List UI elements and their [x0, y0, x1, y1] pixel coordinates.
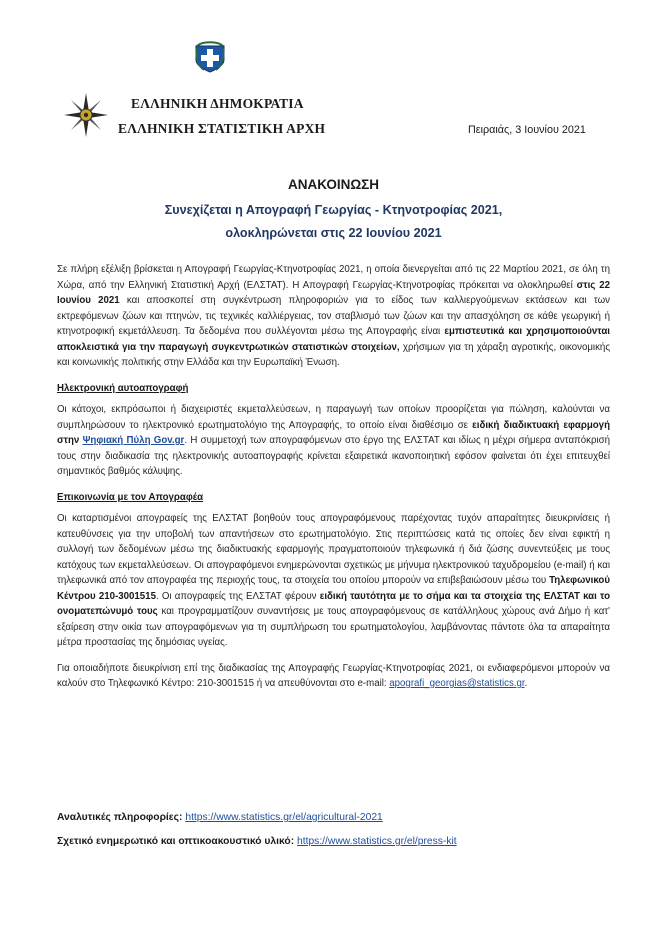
more-info-line	[57, 812, 617, 823]
enumerator-contact-paragraph: Οι καταρτισμένοι απογραφείς της ΕΛΣΤΑΤ βοηθούν τους απογραφόμενους παρέχοντας τυχόν απαραίτητες διευκρινίσεις ή κατευθύνσεις για την υποβολή των απαντήσεων στο ερωτηματολόγιο. Στις περιπτώσεις κατά τις οποίες δεν είναι εφικτή η συλλογή των δεδομένων μέσω της διαδικτυακής εφαρμογής πραγματοποιούν τηλεφωνικά ή διά ζώσης συνεντεύξεις με τους κατόχους των εκμεταλλεύσεων. Οι απογραφόμενοι ενημερώνονται σχετικώς με μήνυμα ηλεκτρονικού ταχυδρομείου (e-mail) ή και τηλεφωνικά από τον απογραφέα της περιοχής τους, τα στοιχεία του οποίου μπορούν να επιβεβαιώσουν μέσω του Τηλεφωνικού Κέντρου 210-3001515. Οι απογραφείς της ΕΛΣΤΑΤ φέρουν ειδική ταυτότητα με το σήμα και τα στοιχεία της ΕΛΣΤΑΤ και το ονοματεπώνυμό τους και προγραμματίζουν συναντήσεις με τους απογραφόμενους σε κατάλληλους χώρους ανά Δήμο ή κατ' εξαίρεση στην οικία των απογραφόμενων για τη συμπλήρωση του ερωτηματολογίου, λαμβάνοντας πάντοτε όλα τα απαραίτητα μέτρα προστασίας της δημόσιας υγείας.	[57, 513, 610, 648]
agricultural-2021-link[interactable]: https://www.statistics.gr/el/agricultural-2021	[185, 812, 383, 823]
elstat-logo-icon	[62, 91, 110, 139]
press-kit-line	[57, 836, 617, 847]
announcement-heading: ΑΝΑΚΟΙΝΩΣΗ	[287, 177, 380, 192]
self-enumeration-paragraph: Οι κάτοχοι, εκπρόσωποι ή διαχειριστές εκμεταλλεύσεων, η παραγωγή των οποίων προορίζεται για πώληση, καλούνται να συμπληρώσουν το ηλεκτρονικό ερωτηματολόγιο της Απογραφής, το οποίο είναι διαθέσιμο σε ειδική διαδικτυακή εφαρμογή στην Ψηφιακή Πύλη Gov.gr. Η συμμετοχή των απογραφόμενων στο έργο της ΕΛΣΤΑΤ και ιδίως η μέχρι σήμερα ανταπόκρισή τους στην διαδικασία της ηλεκτρονικής αυτοαπογραφής κρίνεται εξαιρετικά ικανοποιητική εφόσον φαίνεται ότι έχει επιτευχθεί σημαντικός βαθμός κάλυψης.	[57, 404, 610, 477]
gov-gr-link[interactable]: Ψηφιακή Πύλη Gov.gr	[82, 435, 185, 446]
press-kit-link[interactable]: https://www.statistics.gr/el/press-kit	[297, 836, 457, 847]
intro-paragraph: Σε πλήρη εξέλιξη βρίσκεται η Απογραφή Γεωργίας-Κτηνοτροφίας 2021, η οποία διενεργείται από τις 22 Μαρτίου 2021, σε όλη τη Χώρα, από την Ελληνική Στατιστική Αρχή (ΕΛΣΤΑΤ). Η Απογραφή Γεωργίας-Κτηνοτροφίας πρόκειται να ολοκληρωθεί στις 22 Ιουνίου 2021 και αποσκοπεί στη συγκέντρωση πληροφοριών για το είδος των καλλιεργούμενων εκτάσεων και των εκτρεφόμενων ζώων και πτηνών, τις τεχνικές καλλιέργειας, τον σταβλισμό των ζώων και την απασχόληση σε κάθε γεωργική ή κτηνοτροφική εκμετάλλευση. Τα δεδομένα που συλλέγονται μέσω της Απογραφής είναι εμπιστευτικά και χρησιμοποιούνται αποκλειστικά για την παραγωγή συγκεντρωτικών στατιστικών στοιχείων, χρήσιμων για τη χάραξη αγροτικής, οικονομικής και κοινωνικής πολιτικής στην Ελλάδα και την Ευρωπαϊκή Ένωση.	[57, 264, 611, 368]
release-body	[57, 262, 610, 702]
contact-email-link[interactable]: apografi_georgias@statistics.gr	[389, 678, 525, 689]
section-heading-self-enumeration: Ηλεκτρονική αυτοαπογραφή	[57, 382, 189, 394]
press-kit-label: Σχετικό ενημερωτικό και οπτικοακουστικό υλικό:	[57, 836, 295, 847]
section-heading-enumerator-contact: Επικοινωνία με τον Απογραφέα	[57, 491, 204, 503]
place-date: Πειραιάς, 3 Ιουνίου 2021	[468, 124, 586, 136]
org-name-republic: ΕΛΛΗΝΙΚΗ ΔΗΜΟΚΡΑΤΙΑ	[131, 96, 304, 111]
more-info-label: Αναλυτικές πληροφορίες:	[57, 812, 183, 823]
closing-paragraph: Για οποιαδήποτε διευκρίνιση επί της διαδικασίας της Απογραφής Γεωργίας-Κτηνοτροφίας 2021, οι ενδιαφερόμενοι μπορούν να καλούν στο Τηλεφωνικό Κέντρο: 210-3001515 ή να απευθύνονται στο e-mail: apografi_georgias@statistics.gr.	[57, 662, 610, 689]
greek-emblem-icon	[192, 38, 228, 74]
subtitle-line-1: Συνεχίζεται η Απογραφή Γεωργίας - Κτηνοτροφίας 2021,	[164, 203, 503, 217]
org-name-elstat: ΕΛΛΗΝΙΚΗ ΣΤΑΤΙΣΤΙΚΗ ΑΡΧΗ	[118, 121, 326, 136]
subtitle-line-2: ολοκληρώνεται στις 22 Ιουνίου 2021	[225, 226, 442, 240]
